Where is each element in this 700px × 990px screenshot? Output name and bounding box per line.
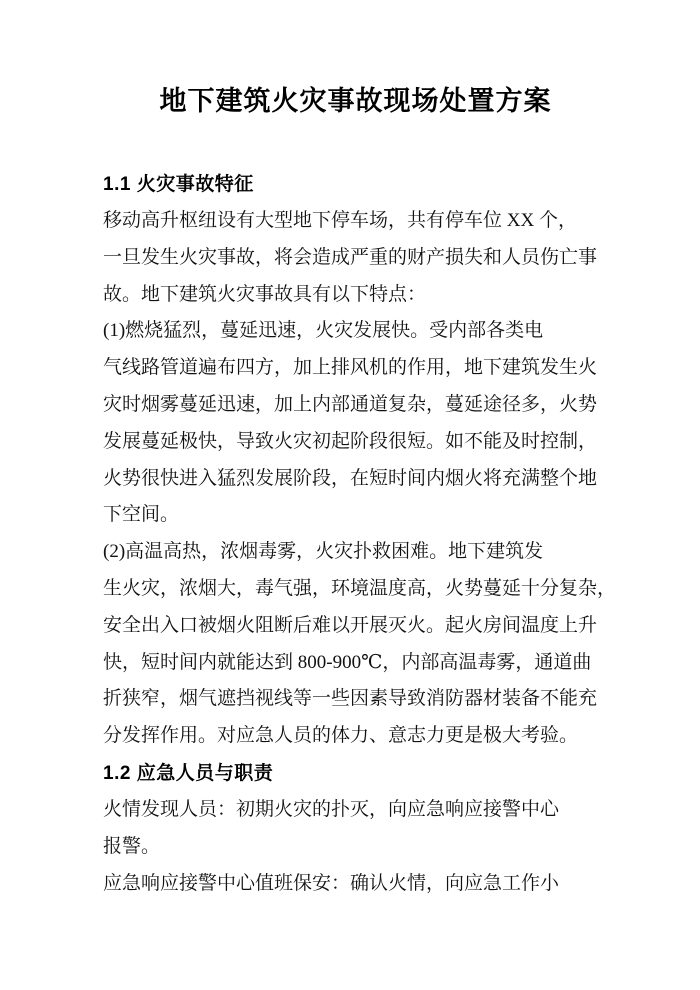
text-line: 气线路管道遍布四方，加上排风机的作用，地下建筑发生火 bbox=[103, 357, 598, 379]
text-line: 故。地下建筑火灾事故具有以下特点： bbox=[103, 283, 427, 305]
text-line: 报警。 bbox=[103, 835, 161, 857]
text-line: 生火灾，浓烟大，毒气强，环境温度高，火势蔓延十分复杂， bbox=[103, 577, 617, 599]
text-line: 快，短时间内就能达到 800-900℃，内部高温毒雾，通道曲 bbox=[103, 651, 592, 673]
text-line: 折狭窄，烟气遮挡视线等一些因素导致消防器材装备不能充 bbox=[103, 688, 598, 710]
text-line: 安全出入口被烟火阻断后难以开展灭火。起火房间温度上升 bbox=[103, 614, 598, 636]
text-line: 应急响应接警中心值班保安：确认火情，向应急工作小 bbox=[103, 872, 560, 894]
text-line: 灾时烟雾蔓延迅速，加上内部通道复杂，蔓延途径多，火势 bbox=[103, 393, 598, 415]
text-line: (1)燃烧猛烈，蔓延迅速，火灾发展快。受内部各类电 bbox=[103, 320, 544, 342]
text-line: 分发挥作用。对应急人员的体力、意志力更是极大考验。 bbox=[103, 725, 579, 747]
section-heading-1-1: 1.1 火灾事故特征 bbox=[103, 174, 254, 195]
text-line: 一旦发生火灾事故，将会造成严重的财产损失和人员伤亡事 bbox=[103, 246, 598, 268]
text-line: 下空间。 bbox=[103, 504, 180, 526]
document-title: 地下建筑火灾事故现场处置方案 bbox=[159, 86, 552, 116]
text-line: 火情发现人员：初期火灾的扑灭，向应急响应接警中心 bbox=[103, 798, 560, 820]
text-line: 发展蔓延极快，导致火灾初起阶段很短。如不能及时控制， bbox=[103, 430, 598, 452]
text-line: 移动高升枢纽设有大型地下停车场，共有停车位 XX 个， bbox=[103, 210, 577, 231]
text-line: 火势很快进入猛烈发展阶段，在短时间内烟火将充满整个地 bbox=[103, 467, 598, 489]
section-heading-1-2: 1.2 应急人员与职责 bbox=[103, 762, 274, 784]
text-line: (2)高温高热，浓烟毒雾，火灾扑救困难。地下建筑发 bbox=[103, 541, 544, 563]
section-1-2-paragraphs bbox=[103, 792, 608, 902]
section-1-1-paragraphs bbox=[103, 203, 617, 755]
